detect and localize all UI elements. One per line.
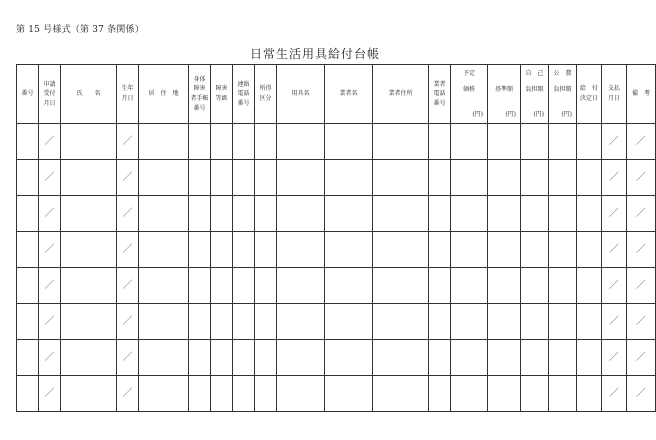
date-slash-mark: ／ — [122, 207, 133, 219]
cell-address[interactable] — [139, 376, 189, 412]
date-slash-mark: ／ — [44, 279, 55, 291]
date-slash-mark: ／ — [44, 207, 55, 219]
cell-vendor-phone[interactable] — [429, 268, 451, 304]
cell-standard-amount[interactable] — [488, 304, 521, 340]
cell-vendor-name[interactable] — [325, 340, 373, 376]
header-payment-date: 支払 月日 — [602, 65, 627, 124]
cell-phone-number[interactable] — [233, 232, 255, 268]
date-slash-mark: ／ — [609, 243, 619, 255]
cell-disability-grade[interactable] — [211, 268, 233, 304]
cell-public-burden[interactable] — [549, 196, 577, 232]
cell-remarks[interactable] — [627, 268, 656, 304]
header-certificate-number: 身体 障害 者手帳 番号 — [189, 65, 211, 124]
cell-number[interactable] — [17, 160, 39, 196]
date-slash-mark: ／ — [609, 207, 619, 219]
cell-payment-date[interactable] — [602, 232, 627, 268]
cell-benefit-decision-date[interactable] — [577, 124, 602, 160]
header-disability-grade: 障害 等級 — [211, 65, 233, 124]
date-slash-mark: ／ — [122, 315, 133, 327]
cell-birth-date[interactable] — [117, 124, 139, 160]
cell-number[interactable] — [17, 196, 39, 232]
cell-application-date[interactable] — [39, 340, 61, 376]
cell-name[interactable] — [61, 304, 117, 340]
cell-payment-date[interactable] — [602, 196, 627, 232]
header-vendor-name: 業者名 — [325, 65, 373, 124]
date-slash-mark: ／ — [122, 351, 133, 363]
header-remarks: 備 考 — [627, 65, 656, 124]
cell-vendor-address[interactable] — [373, 124, 429, 160]
date-slash-mark: ／ — [122, 243, 133, 255]
cell-item-name[interactable] — [277, 340, 325, 376]
cell-standard-amount[interactable] — [488, 124, 521, 160]
cell-scheduled-price[interactable] — [451, 232, 488, 268]
cell-public-burden[interactable] — [549, 268, 577, 304]
cell-benefit-decision-date[interactable] — [577, 268, 602, 304]
cell-public-burden[interactable] — [549, 340, 577, 376]
date-slash-mark: ／ — [636, 171, 646, 183]
cell-application-date[interactable] — [39, 268, 61, 304]
cell-scheduled-price[interactable] — [451, 268, 488, 304]
cell-scheduled-price[interactable] — [451, 340, 488, 376]
cell-standard-amount[interactable] — [488, 196, 521, 232]
cell-item-name[interactable] — [277, 124, 325, 160]
cell-payment-date[interactable] — [602, 160, 627, 196]
cell-remarks[interactable] — [627, 232, 656, 268]
cell-application-date[interactable] — [39, 304, 61, 340]
cell-vendor-phone[interactable] — [429, 232, 451, 268]
cell-application-date[interactable] — [39, 196, 61, 232]
header-number: 番号 — [17, 65, 39, 124]
cell-remarks[interactable] — [627, 196, 656, 232]
cell-phone-number[interactable] — [233, 268, 255, 304]
cell-certificate-number[interactable] — [189, 304, 211, 340]
cell-self-burden[interactable] — [521, 160, 549, 196]
table-row — [17, 196, 656, 232]
date-slash-mark: ／ — [609, 315, 619, 327]
date-slash-mark: ／ — [44, 387, 55, 399]
cell-scheduled-price[interactable] — [451, 196, 488, 232]
cell-income-category[interactable] — [255, 376, 277, 412]
cell-disability-grade[interactable] — [211, 124, 233, 160]
cell-application-date[interactable] — [39, 160, 61, 196]
cell-income-category[interactable] — [255, 268, 277, 304]
cell-scheduled-price[interactable] — [451, 160, 488, 196]
date-slash-mark: ／ — [636, 243, 646, 255]
cell-public-burden[interactable] — [549, 232, 577, 268]
cell-benefit-decision-date[interactable] — [577, 340, 602, 376]
cell-item-name[interactable] — [277, 268, 325, 304]
cell-item-name[interactable] — [277, 304, 325, 340]
cell-phone-number[interactable] — [233, 376, 255, 412]
cell-payment-date[interactable] — [602, 376, 627, 412]
cell-name[interactable] — [61, 160, 117, 196]
date-slash-mark: ／ — [609, 135, 619, 147]
table-row — [17, 232, 656, 268]
cell-disability-grade[interactable] — [211, 160, 233, 196]
cell-public-burden[interactable] — [549, 124, 577, 160]
cell-vendor-name[interactable] — [325, 232, 373, 268]
cell-disability-grade[interactable] — [211, 196, 233, 232]
cell-income-category[interactable] — [255, 232, 277, 268]
date-slash-mark: ／ — [44, 351, 55, 363]
cell-disability-grade[interactable] — [211, 340, 233, 376]
cell-remarks[interactable] — [627, 160, 656, 196]
cell-phone-number[interactable] — [233, 124, 255, 160]
date-slash-mark: ／ — [44, 171, 55, 183]
header-vendor-address: 業者住所 — [373, 65, 429, 124]
cell-phone-number[interactable] — [233, 160, 255, 196]
cell-address[interactable] — [139, 124, 189, 160]
date-slash-mark: ／ — [122, 279, 133, 291]
date-slash-mark: ／ — [122, 171, 133, 183]
cell-address[interactable] — [139, 232, 189, 268]
cell-self-burden[interactable] — [521, 376, 549, 412]
benefit-ledger-table — [16, 64, 656, 412]
cell-name[interactable] — [61, 340, 117, 376]
date-slash-mark: ／ — [636, 315, 646, 327]
cell-birth-date[interactable] — [117, 376, 139, 412]
cell-disability-grade[interactable] — [211, 232, 233, 268]
cell-certificate-number[interactable] — [189, 232, 211, 268]
cell-vendor-name[interactable] — [325, 160, 373, 196]
cell-payment-date[interactable] — [602, 304, 627, 340]
date-slash-mark: ／ — [636, 387, 646, 399]
table-row — [17, 160, 656, 196]
cell-certificate-number[interactable] — [189, 124, 211, 160]
table-row — [17, 340, 656, 376]
date-slash-mark: ／ — [636, 135, 646, 147]
header-name: 氏 名 — [61, 65, 117, 124]
cell-remarks[interactable] — [627, 124, 656, 160]
header-income-category: 所得 区分 — [255, 65, 277, 124]
cell-vendor-address[interactable] — [373, 304, 429, 340]
cell-birth-date[interactable] — [117, 232, 139, 268]
header-scheduled-price: 予定 価格 (円) — [451, 65, 488, 124]
date-slash-mark: ／ — [636, 351, 646, 363]
cell-name[interactable] — [61, 196, 117, 232]
cell-certificate-number[interactable] — [189, 160, 211, 196]
date-slash-mark: ／ — [44, 315, 55, 327]
cell-number[interactable] — [17, 124, 39, 160]
cell-phone-number[interactable] — [233, 340, 255, 376]
date-slash-mark: ／ — [636, 279, 646, 291]
table-row — [17, 304, 656, 340]
cell-application-date[interactable] — [39, 376, 61, 412]
cell-self-burden[interactable] — [521, 268, 549, 304]
header-address: 居 住 地 — [139, 65, 189, 124]
cell-vendor-name[interactable] — [325, 304, 373, 340]
cell-vendor-phone[interactable] — [429, 340, 451, 376]
cell-number[interactable] — [17, 232, 39, 268]
cell-scheduled-price[interactable] — [451, 304, 488, 340]
table-row — [17, 268, 656, 304]
header-benefit-decision-date: 給 付 決定日 — [577, 65, 602, 124]
header-public-burden: 公 費 負担額 (円) — [549, 65, 577, 124]
cell-number[interactable] — [17, 304, 39, 340]
cell-vendor-address[interactable] — [373, 376, 429, 412]
cell-standard-amount[interactable] — [488, 160, 521, 196]
cell-benefit-decision-date[interactable] — [577, 196, 602, 232]
cell-vendor-name[interactable] — [325, 124, 373, 160]
cell-public-burden[interactable] — [549, 160, 577, 196]
date-slash-mark: ／ — [44, 243, 55, 255]
cell-standard-amount[interactable] — [488, 340, 521, 376]
cell-disability-grade[interactable] — [211, 376, 233, 412]
cell-vendor-phone[interactable] — [429, 124, 451, 160]
cell-vendor-phone[interactable] — [429, 304, 451, 340]
date-slash-mark: ／ — [44, 135, 55, 147]
cell-vendor-address[interactable] — [373, 160, 429, 196]
cell-benefit-decision-date[interactable] — [577, 304, 602, 340]
cell-certificate-number[interactable] — [189, 376, 211, 412]
cell-item-name[interactable] — [277, 160, 325, 196]
cell-certificate-number[interactable] — [189, 268, 211, 304]
cell-vendor-address[interactable] — [373, 196, 429, 232]
cell-vendor-name[interactable] — [325, 196, 373, 232]
cell-scheduled-price[interactable] — [451, 124, 488, 160]
cell-phone-number[interactable] — [233, 304, 255, 340]
cell-public-burden[interactable] — [549, 304, 577, 340]
cell-self-burden[interactable] — [521, 232, 549, 268]
cell-vendor-name[interactable] — [325, 268, 373, 304]
cell-application-date[interactable] — [39, 232, 61, 268]
cell-self-burden[interactable] — [521, 196, 549, 232]
cell-benefit-decision-date[interactable] — [577, 232, 602, 268]
cell-application-date[interactable] — [39, 124, 61, 160]
cell-standard-amount[interactable] — [488, 376, 521, 412]
cell-vendor-address[interactable] — [373, 268, 429, 304]
cell-self-burden[interactable] — [521, 304, 549, 340]
cell-name[interactable] — [61, 268, 117, 304]
cell-vendor-address[interactable] — [373, 340, 429, 376]
header-phone-number: 連絡 電話 番号 — [233, 65, 255, 124]
cell-benefit-decision-date[interactable] — [577, 160, 602, 196]
table-row — [17, 124, 656, 160]
cell-item-name[interactable] — [277, 196, 325, 232]
cell-number[interactable] — [17, 376, 39, 412]
cell-birth-date[interactable] — [117, 196, 139, 232]
ledger-body — [17, 124, 656, 412]
cell-vendor-address[interactable] — [373, 232, 429, 268]
cell-standard-amount[interactable] — [488, 268, 521, 304]
cell-address[interactable] — [139, 268, 189, 304]
cell-name[interactable] — [61, 124, 117, 160]
cell-vendor-phone[interactable] — [429, 376, 451, 412]
cell-remarks[interactable] — [627, 376, 656, 412]
header-standard-amount: 基準額 (円) — [488, 65, 521, 124]
date-slash-mark: ／ — [122, 387, 133, 399]
cell-payment-date[interactable] — [602, 340, 627, 376]
cell-birth-date[interactable] — [117, 160, 139, 196]
cell-address[interactable] — [139, 196, 189, 232]
cell-vendor-phone[interactable] — [429, 196, 451, 232]
cell-number[interactable] — [17, 268, 39, 304]
cell-standard-amount[interactable] — [488, 232, 521, 268]
cell-address[interactable] — [139, 304, 189, 340]
date-slash-mark: ／ — [636, 207, 646, 219]
cell-public-burden[interactable] — [549, 376, 577, 412]
date-slash-mark: ／ — [122, 135, 133, 147]
cell-birth-date[interactable] — [117, 340, 139, 376]
cell-certificate-number[interactable] — [189, 340, 211, 376]
cell-income-category[interactable] — [255, 304, 277, 340]
cell-payment-date[interactable] — [602, 124, 627, 160]
cell-phone-number[interactable] — [233, 196, 255, 232]
cell-name[interactable] — [61, 376, 117, 412]
cell-vendor-phone[interactable] — [429, 160, 451, 196]
cell-address[interactable] — [139, 160, 189, 196]
header-application-date: 申請 受付 月日 — [39, 65, 61, 124]
header-vendor-phone: 業者 電話 番号 — [429, 65, 451, 124]
cell-remarks[interactable] — [627, 340, 656, 376]
cell-income-category[interactable] — [255, 196, 277, 232]
cell-benefit-decision-date[interactable] — [577, 376, 602, 412]
cell-scheduled-price[interactable] — [451, 376, 488, 412]
cell-income-category[interactable] — [255, 124, 277, 160]
cell-item-name[interactable] — [277, 376, 325, 412]
form-number: 第 15 号様式（第 37 条関係） — [16, 25, 144, 35]
date-slash-mark: ／ — [609, 351, 619, 363]
header-item-name: 用具名 — [277, 65, 325, 124]
cell-disability-grade[interactable] — [211, 304, 233, 340]
cell-remarks[interactable] — [627, 304, 656, 340]
document-title: 日常生活用具給付台帳 — [249, 47, 380, 61]
cell-address[interactable] — [139, 340, 189, 376]
date-slash-mark: ／ — [609, 387, 619, 399]
header-birth-date: 生年 月日 — [117, 65, 139, 124]
cell-certificate-number[interactable] — [189, 196, 211, 232]
date-slash-mark: ／ — [609, 171, 619, 183]
cell-self-burden[interactable] — [521, 340, 549, 376]
cell-number[interactable] — [17, 340, 39, 376]
date-slash-mark: ／ — [609, 279, 619, 291]
cell-birth-date[interactable] — [117, 304, 139, 340]
header-self-burden: 自 己 負担額 (円) — [521, 65, 549, 124]
cell-income-category[interactable] — [255, 340, 277, 376]
cell-item-name[interactable] — [277, 232, 325, 268]
cell-self-burden[interactable] — [521, 124, 549, 160]
header-row — [17, 65, 656, 124]
cell-vendor-name[interactable] — [325, 376, 373, 412]
cell-payment-date[interactable] — [602, 268, 627, 304]
table-row — [17, 376, 656, 412]
cell-birth-date[interactable] — [117, 268, 139, 304]
cell-name[interactable] — [61, 232, 117, 268]
cell-income-category[interactable] — [255, 160, 277, 196]
